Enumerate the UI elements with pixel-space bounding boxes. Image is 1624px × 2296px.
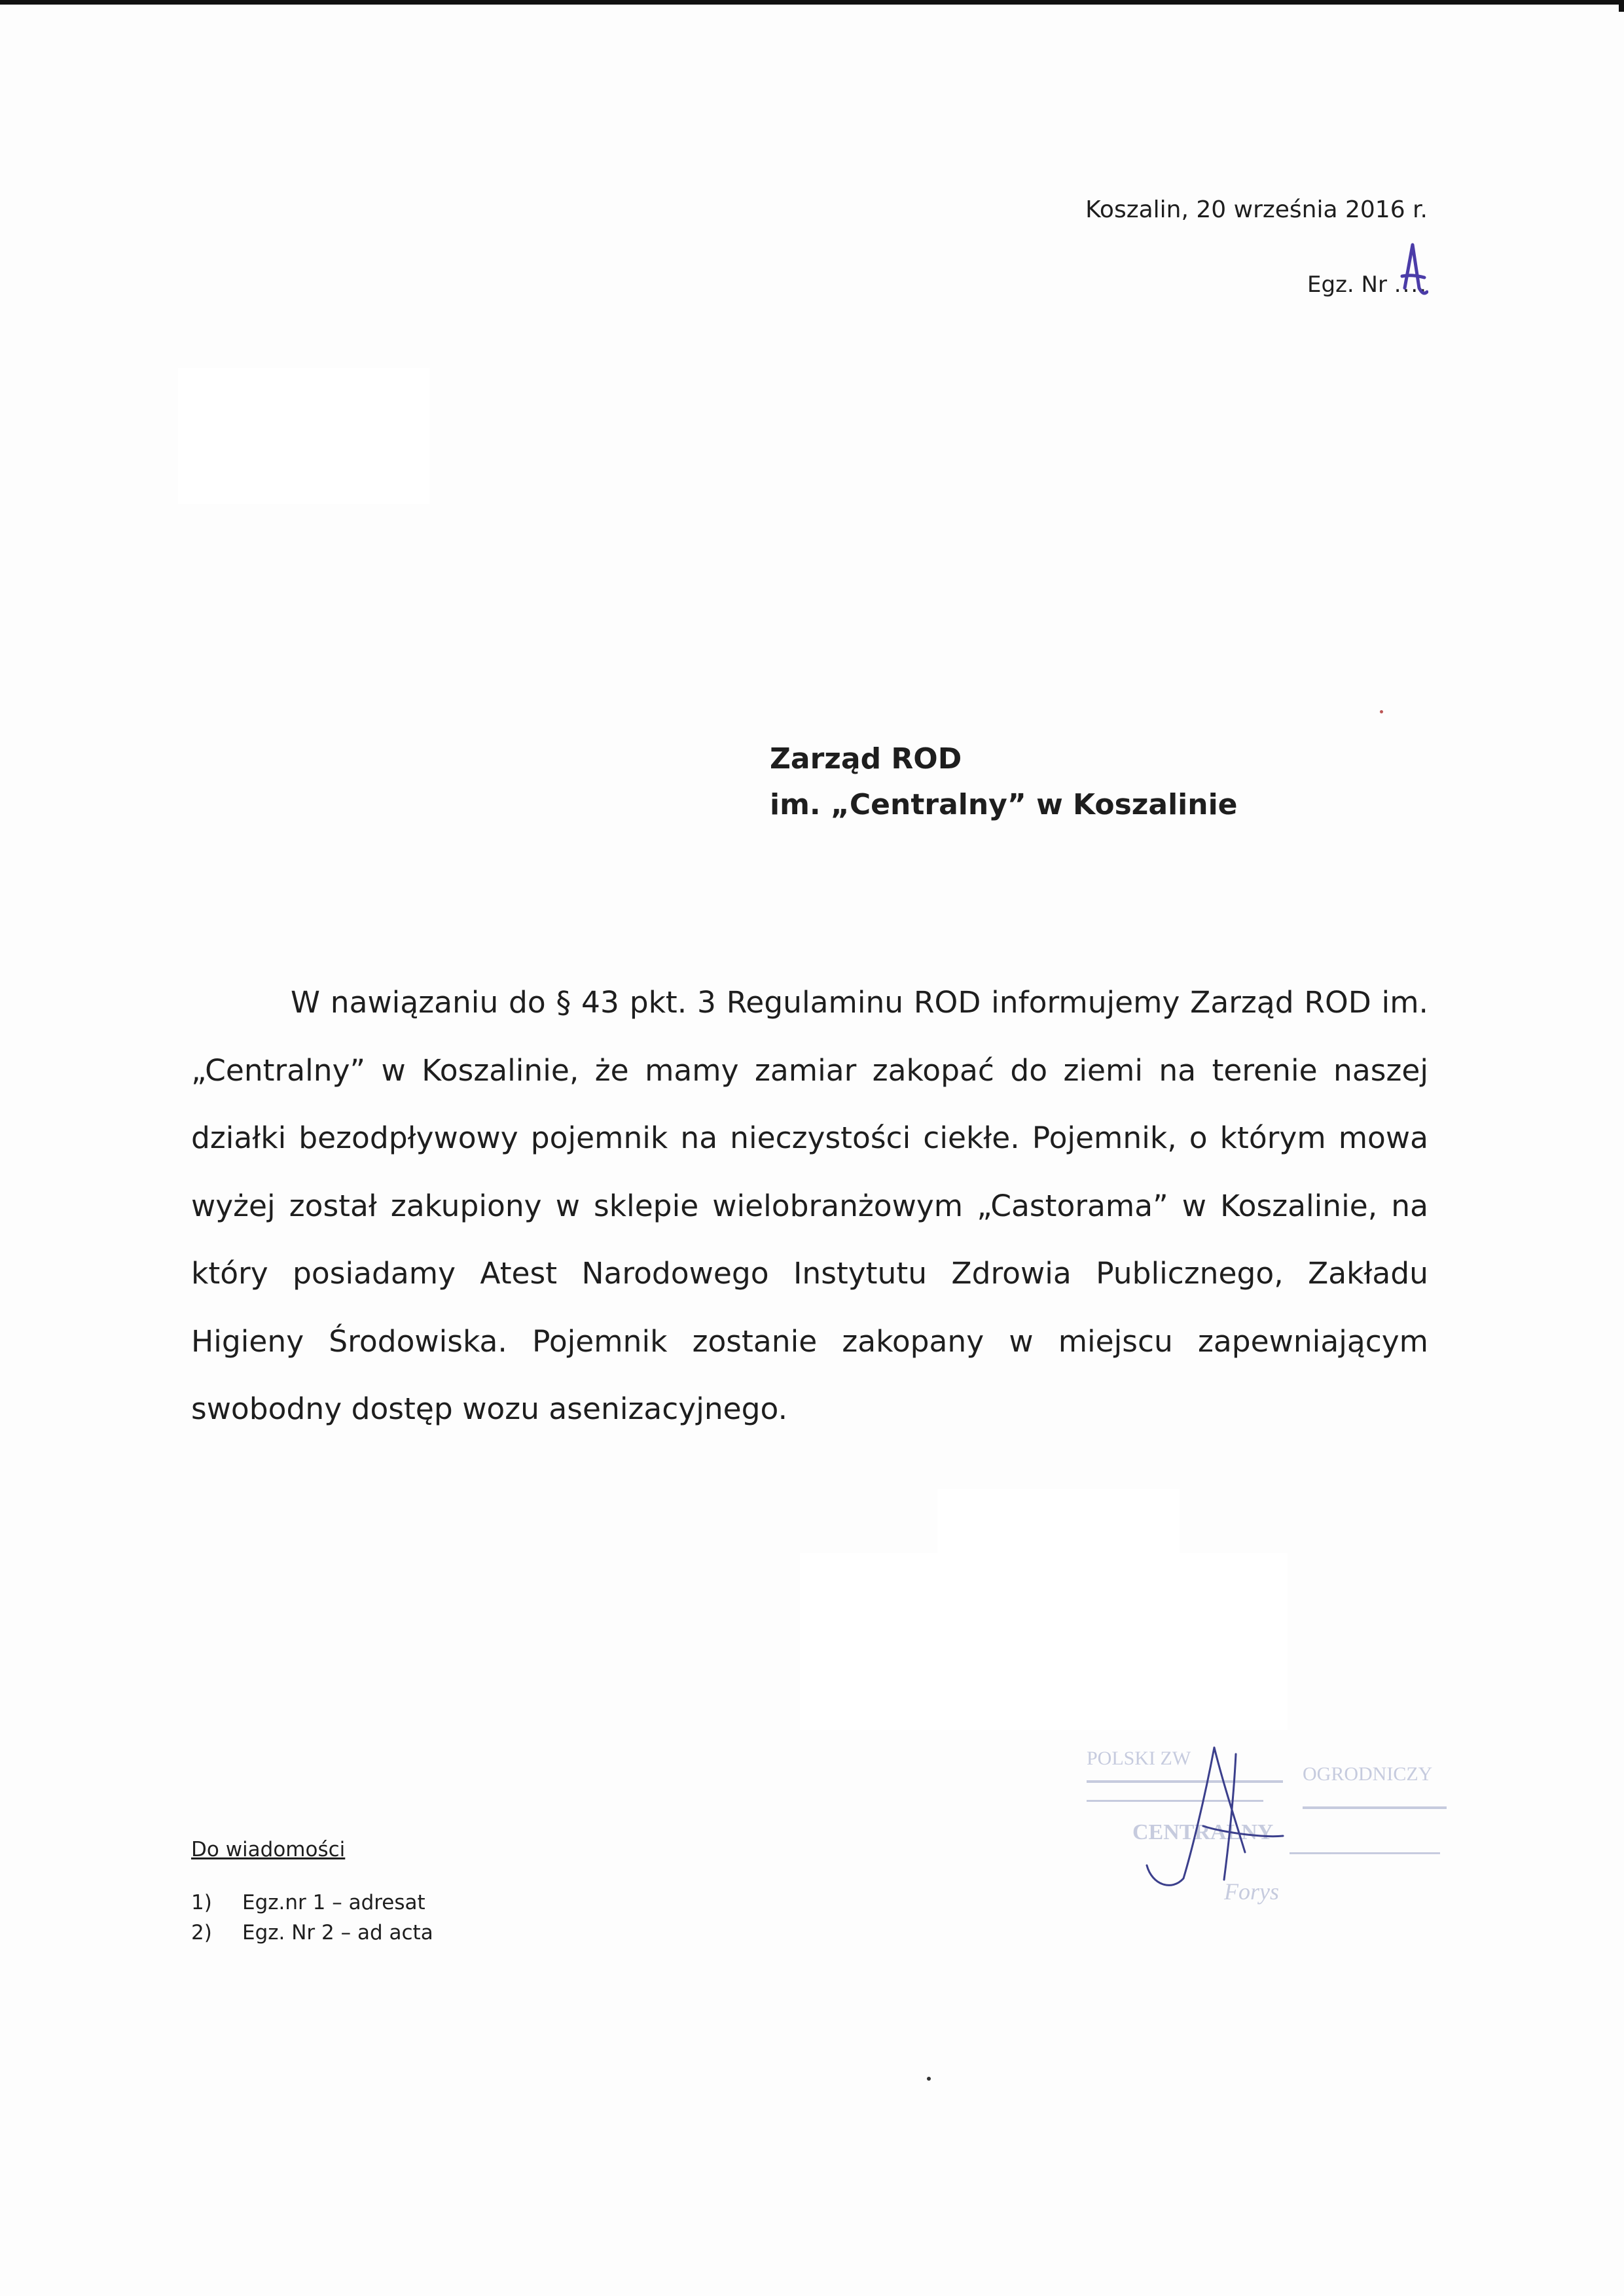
redacted-signature-block xyxy=(800,1553,1288,1730)
stamp-text-4: Forys xyxy=(1224,1878,1279,1905)
stamp-text-2: OGRODNICZY xyxy=(1303,1763,1433,1785)
stamp-text-3: CENTRALNY xyxy=(1132,1820,1274,1844)
stamp-and-signature xyxy=(1074,1728,1466,1918)
distribution-title: Do wiadomości xyxy=(191,1838,346,1861)
scan-speck xyxy=(927,2077,931,2081)
redacted-signature-name xyxy=(937,1489,1180,1553)
distribution-item xyxy=(191,1918,433,1948)
body-paragraph: W nawiązaniu do § 43 pkt. 3 Regulaminu ROD informujemy Zarząd ROD im. „Centralny” w Koszalinie, że mamy zamiar zakopać do ziemi na terenie naszej działki bezodpływowy pojemnik na nieczystości ciekłe. Pojemnik, o którym mowa wyżej został zakupiony w sklepie wielobranżowym „Castorama” w Koszalinie, na który posiadamy Atest Narodowego Instytutu Zdrowia Publicznego, Zakładu Higieny Środowiska. Pojemnik zostanie zakopany w miejscu zapewniającym swobodny dostęp wozu asenizacyjnego. xyxy=(191,985,1428,1426)
distribution-item-number: 1) xyxy=(191,1891,212,1914)
distribution-item xyxy=(191,1888,433,1918)
recipient-block xyxy=(770,736,1238,828)
letter-body xyxy=(191,969,1428,1443)
scan-speck xyxy=(1380,710,1383,713)
place-and-date: Koszalin, 20 września 2016 r. xyxy=(1085,196,1428,223)
copy-number-dots: .... xyxy=(1394,272,1428,298)
scan-top-edge xyxy=(0,0,1624,5)
distribution-list xyxy=(191,1837,433,1948)
distribution-item-text: Egz. Nr 2 – ad acta xyxy=(242,1921,433,1945)
handwritten-copy-number xyxy=(1393,242,1428,301)
recipient-line-2: im. „Centralny” w Koszalinie xyxy=(770,788,1238,821)
copy-number-label: Egz. Nr xyxy=(1307,272,1387,298)
distribution-item-number: 2) xyxy=(191,1921,212,1945)
redacted-sender-block xyxy=(178,368,429,504)
recipient-line-1: Zarząd ROD xyxy=(770,742,962,776)
scan-corner-mark xyxy=(1619,0,1624,12)
stamp-text-1: POLSKI ZW xyxy=(1087,1748,1191,1769)
distribution-item-text: Egz.nr 1 – adresat xyxy=(242,1891,425,1914)
